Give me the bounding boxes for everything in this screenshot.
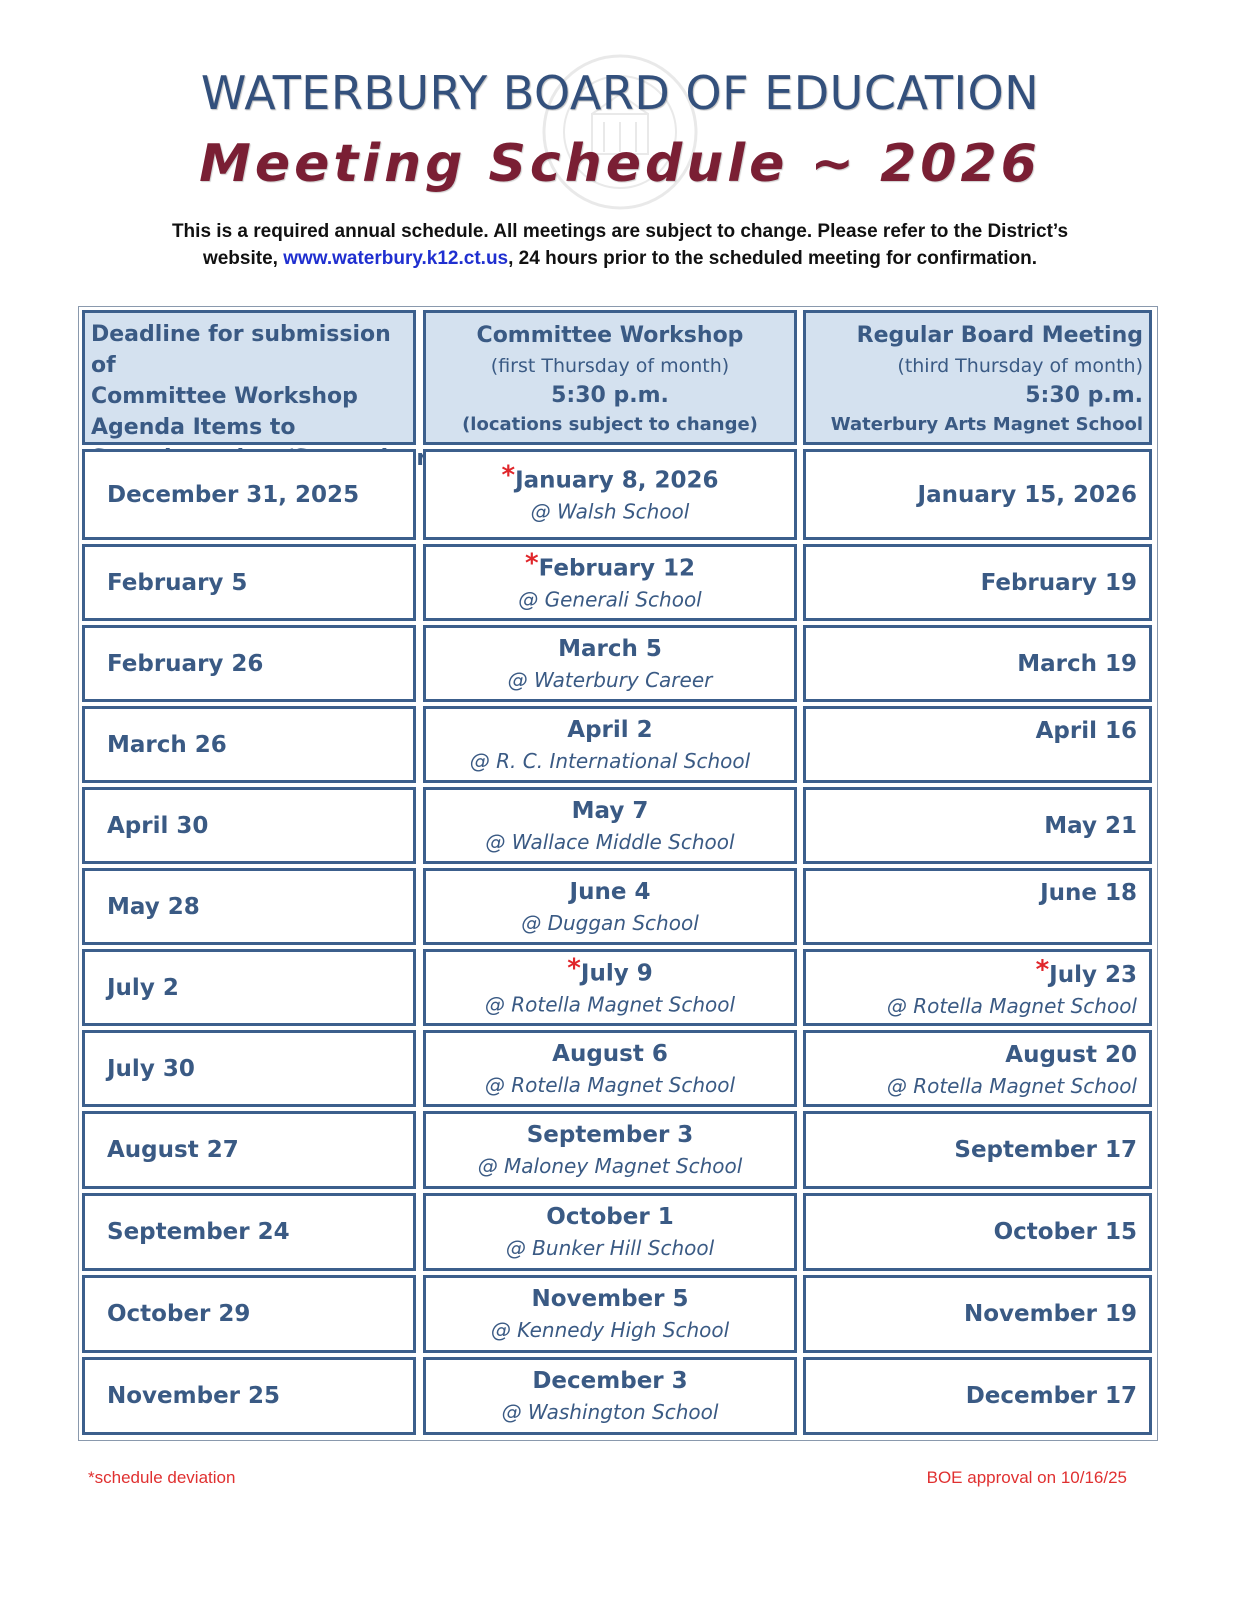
workshop-info <box>426 460 794 526</box>
table-row-deadline <box>82 1357 416 1435</box>
table-row-deadline <box>82 949 416 1026</box>
table-row-workshop <box>423 868 797 945</box>
table-row-deadline <box>82 787 416 864</box>
workshop-location: @ Wallace Middle School <box>485 829 735 854</box>
regular-date: May 21 <box>1044 812 1137 839</box>
table-row-regular <box>803 1275 1152 1353</box>
deviation-star: * <box>567 953 581 983</box>
table-row-workshop <box>423 1275 797 1353</box>
workshop-date: November 5 <box>531 1286 689 1312</box>
regular-date <box>887 955 1137 991</box>
workshop-date-text: February 12 <box>538 555 696 581</box>
deviation-star: * <box>524 548 539 578</box>
workshop-info <box>426 1038 794 1100</box>
workshop-location: @ Duggan School <box>521 910 699 935</box>
table-row-deadline <box>82 1193 416 1271</box>
table-row-regular <box>803 1357 1152 1435</box>
workshop-date: September 3 <box>526 1122 694 1148</box>
deadline-date: December 31, 2025 <box>107 481 360 508</box>
table-row-regular <box>803 544 1152 621</box>
workshop-date: December 3 <box>532 1368 688 1394</box>
table-row-deadline <box>82 706 416 783</box>
table-row-workshop <box>423 949 797 1026</box>
deviation-star: * <box>501 460 516 490</box>
table-row-deadline <box>82 868 416 945</box>
workshop-date <box>426 953 794 989</box>
table-row-regular <box>803 625 1152 702</box>
workshop-location: @ Walsh School <box>530 499 690 523</box>
notice-line-2-end: , 24 hours prior to the scheduled meeting for confirmation. <box>508 248 1038 269</box>
table-row-regular <box>803 706 1152 783</box>
table-row-deadline <box>82 1275 416 1353</box>
table-row-workshop <box>423 1193 797 1271</box>
workshop-location: @ Bunker Hill School <box>505 1236 715 1260</box>
workshop-info <box>426 633 794 695</box>
regular-location: @ Rotella Magnet School <box>886 1074 1137 1098</box>
workshop-location: @ Waterbury Career <box>507 667 713 692</box>
regular-date-text: July 23 <box>1049 962 1137 988</box>
table-row-workshop <box>423 625 797 702</box>
notice-text <box>0 218 1240 272</box>
table-row-workshop <box>423 449 797 540</box>
schedule-deviation-note: *schedule deviation <box>88 1468 236 1487</box>
workshop-date-text: July 9 <box>580 960 653 986</box>
workshop-info <box>426 795 794 857</box>
workshop-info <box>426 876 794 938</box>
deadline-date: February 5 <box>107 569 248 596</box>
table-row-regular <box>803 1193 1152 1271</box>
workshop-location: @ R. C. International School <box>469 748 751 773</box>
workshop-location: @ Maloney Magnet School <box>477 1154 743 1178</box>
table-row-workshop <box>423 1357 797 1435</box>
table-row-regular <box>803 1111 1152 1189</box>
table-row-workshop <box>423 1030 797 1107</box>
regular-location: @ Rotella Magnet School <box>886 994 1137 1018</box>
header-deadline-line-1: Deadline for submission of <box>91 322 391 378</box>
table-row-regular <box>803 787 1152 864</box>
deadline-date: November 25 <box>107 1383 281 1409</box>
header-regular-location: Waterbury Arts Magnet School <box>830 414 1143 435</box>
workshop-location: @ Generali School <box>518 587 702 611</box>
table-row-workshop <box>423 544 797 621</box>
table-row-regular <box>803 1030 1152 1107</box>
table-row-deadline <box>82 1111 416 1189</box>
workshop-date: April 2 <box>567 716 653 743</box>
regular-date: April 16 <box>1035 718 1137 744</box>
header-workshop-note: (first Thursday of month) <box>490 355 730 377</box>
table-row-workshop <box>423 1111 797 1189</box>
deadline-date: March 26 <box>107 731 227 758</box>
table-row-regular <box>803 449 1152 540</box>
workshop-date: June 4 <box>569 878 651 905</box>
header-regular-time: 5:30 p.m. <box>1025 383 1143 408</box>
regular-date: February 19 <box>980 569 1137 596</box>
regular-date: November 19 <box>963 1301 1137 1327</box>
board-title: WATERBURY BOARD OF EDUCATION <box>200 66 1040 120</box>
notice-line-1: This is a required annual schedule. All meetings are subject to change. Please refer to the District’s <box>171 221 1069 242</box>
workshop-info <box>426 1365 794 1427</box>
workshop-date: August 6 <box>552 1040 668 1067</box>
schedule-title: Meeting Schedule ~ 2026 <box>199 134 1041 194</box>
table-row-deadline <box>82 544 416 621</box>
workshop-info <box>426 1119 794 1181</box>
deadline-date: August 27 <box>107 1137 239 1163</box>
header-regular-note: (third Thursday of month) <box>897 355 1143 377</box>
regular-date: October 15 <box>993 1219 1137 1245</box>
header-deadline <box>82 310 416 445</box>
regular-info <box>886 955 1137 1021</box>
regular-info <box>1040 877 1137 909</box>
regular-info <box>1036 715 1137 747</box>
deadline-date: July 2 <box>107 974 179 1001</box>
header-regular <box>803 310 1152 445</box>
table-row-deadline <box>82 449 416 540</box>
workshop-info <box>426 714 794 776</box>
table-row-deadline <box>82 625 416 702</box>
deadline-date: July 30 <box>107 1055 195 1082</box>
table-row-regular <box>803 868 1152 945</box>
regular-date: September 17 <box>954 1137 1137 1163</box>
table-row-workshop <box>423 787 797 864</box>
workshop-info <box>426 1283 794 1345</box>
workshop-info <box>426 953 794 1019</box>
regular-date: June 18 <box>1040 880 1137 906</box>
table-row-workshop <box>423 706 797 783</box>
workshop-date <box>426 460 794 496</box>
notice-line-2-start: website, <box>202 248 284 269</box>
workshop-location: @ Kennedy High School <box>490 1318 730 1342</box>
regular-date: March 19 <box>1017 650 1137 677</box>
regular-date: January 15, 2026 <box>917 481 1137 508</box>
workshop-date: March 5 <box>558 635 662 662</box>
regular-date: August 20 <box>1005 1042 1137 1068</box>
deadline-date: February 26 <box>107 650 264 677</box>
workshop-date: October 1 <box>546 1204 674 1230</box>
boe-approval-note: BOE approval on 10/16/25 <box>926 1468 1127 1487</box>
workshop-date <box>426 548 794 584</box>
workshop-location: @ Rotella Magnet School <box>484 992 736 1016</box>
header-workshop <box>423 310 797 445</box>
header-workshop-location: (locations subject to change) <box>462 414 758 435</box>
workshop-date-text: January 8, 2026 <box>515 467 719 493</box>
district-website-link[interactable]: www.waterbury.k12.ct.us <box>283 248 509 269</box>
workshop-location: @ Rotella Magnet School <box>484 1072 736 1097</box>
regular-info <box>887 1039 1137 1101</box>
header-deadline-line-2: Committee Workshop <box>91 384 358 409</box>
deviation-star: * <box>1035 955 1050 985</box>
regular-date: December 17 <box>965 1383 1137 1409</box>
workshop-location: @ Washington School <box>501 1400 719 1424</box>
table-row-deadline <box>82 1030 416 1107</box>
workshop-info <box>426 1201 794 1263</box>
header-workshop-time: 5:30 p.m. <box>551 383 669 408</box>
workshop-info <box>426 548 794 614</box>
deadline-date: May 28 <box>107 893 200 920</box>
header-deadline-line-3: Agenda Items to <box>91 415 296 440</box>
workshop-date: May 7 <box>571 797 649 824</box>
notice-line-2 <box>0 245 1240 272</box>
deadline-date: October 29 <box>107 1301 251 1327</box>
table-row-regular <box>803 949 1152 1026</box>
deadline-date: September 24 <box>107 1219 290 1245</box>
header-workshop-title: Committee Workshop <box>476 323 744 348</box>
header-regular-title: Regular Board Meeting <box>856 323 1143 348</box>
deadline-date: April 30 <box>107 812 209 839</box>
